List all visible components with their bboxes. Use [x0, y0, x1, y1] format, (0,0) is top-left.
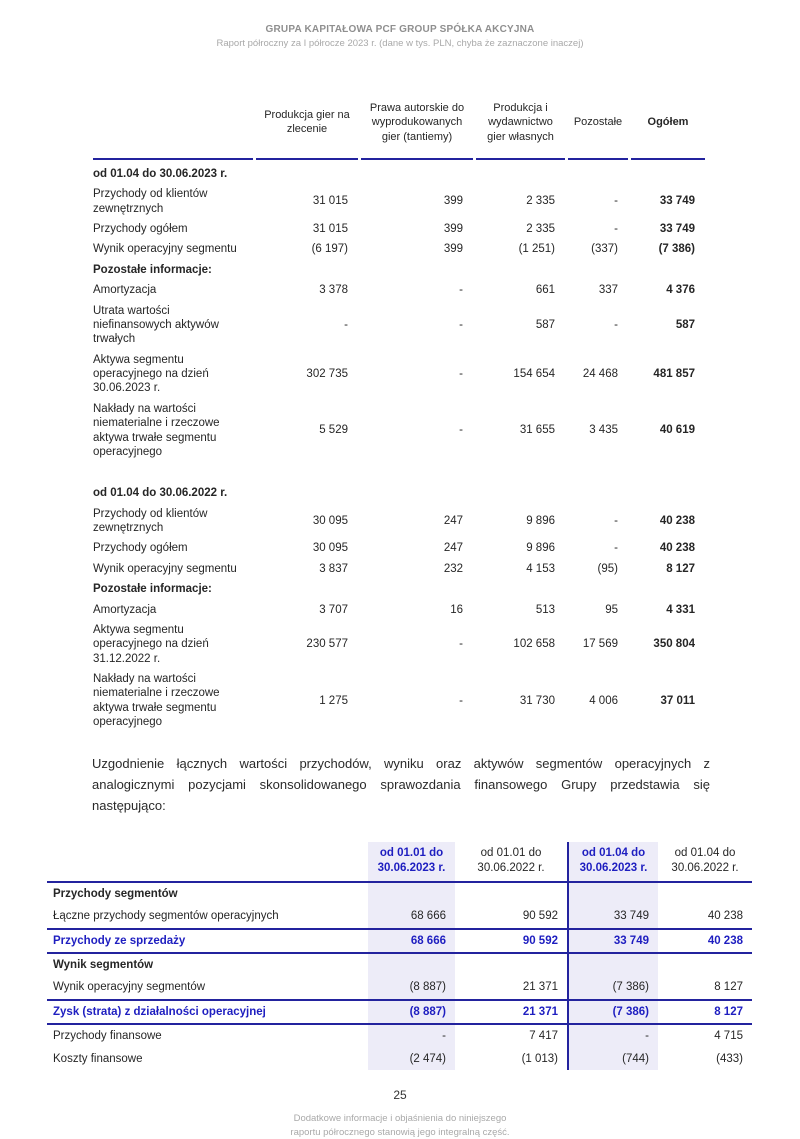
cell-value: 16: [450, 603, 463, 616]
table-row: [93, 620, 705, 669]
cell-value: [476, 260, 565, 280]
cell-value: -: [614, 223, 618, 236]
cell-value: [658, 882, 752, 905]
cell-value: 3 435: [589, 424, 618, 437]
cell-value: -: [368, 1024, 455, 1047]
cell-value: 587: [675, 318, 695, 331]
cell-value: [476, 579, 565, 599]
cell-value: 4 715: [714, 1030, 743, 1043]
recon-col-header: od 01.01 do 30.06.2023 r.: [368, 842, 455, 882]
cell-value: (7 386): [568, 976, 658, 999]
cell-value: 40 238: [658, 929, 752, 953]
row-label: Pozostałe informacje:: [93, 583, 212, 596]
table-row: [47, 953, 752, 976]
cell-value: (7 386): [658, 243, 695, 256]
row-label: Aktywa segmentu operacyjnego na dzień 31.12.2022 r.: [93, 623, 209, 665]
cell-value: 33 749: [568, 929, 658, 953]
cell-value: -: [459, 284, 463, 297]
cell-value: 399: [443, 243, 463, 256]
row-label: Aktywa segmentu operacyjnego na dzień 30.06.2023 r.: [93, 353, 209, 395]
cell-value: [361, 579, 473, 599]
cell-value: 90 592: [522, 910, 558, 923]
page-header: [0, 0, 800, 49]
cell-value: -: [459, 694, 463, 707]
section-title: od 01.04 do 30.06.2023 r.: [93, 167, 228, 180]
recon-col-header: od 01.04 do 30.06.2023 r.: [568, 842, 658, 882]
cell-value: [658, 953, 752, 976]
table-row: [93, 260, 705, 280]
cell-value: 95: [605, 603, 618, 616]
company-name: GRUPA KAPITAŁOWA PCF GROUP SPÓŁKA AKCYJNA: [265, 24, 535, 35]
recon-col-label: [47, 842, 368, 882]
cell-value: 21 371: [455, 1000, 568, 1024]
cell-value: 40 238: [659, 542, 695, 555]
cell-value: 230 577: [306, 638, 348, 651]
segments-col-header: Prawa autorskie do wyprodukowanych gier (tantiemy): [361, 101, 473, 160]
cell-value: 399: [443, 195, 463, 208]
cell-value: [256, 260, 358, 280]
segments-table-header: [93, 101, 705, 160]
row-label: Amortyzacja: [93, 284, 157, 297]
cell-value: 5 529: [319, 424, 348, 437]
row-label: Utrata wartości niefinansowych aktywów trwałych: [93, 304, 219, 346]
row-label: Przychody ogółem: [93, 223, 188, 236]
cell-value: 33 749: [568, 905, 658, 928]
cell-value: [568, 882, 658, 905]
cell-value: -: [459, 368, 463, 381]
cell-value: 21 371: [522, 981, 558, 994]
row-label: Pozostałe informacje:: [93, 263, 212, 276]
table-row: [93, 669, 705, 733]
cell-value: [368, 953, 455, 976]
row-label: Wynik operacyjny segmentu: [93, 562, 237, 575]
cell-value: 33 749: [659, 195, 695, 208]
cell-value: -: [614, 318, 618, 331]
cell-value: (95): [597, 562, 618, 575]
segments-col-header: Produkcja gier na zlecenie: [256, 101, 358, 160]
cell-value: 3 378: [319, 284, 348, 297]
cell-value: 4 006: [589, 694, 618, 707]
row-label: Przychody od klientów zewnętrznych: [93, 188, 208, 215]
cell-value: -: [614, 542, 618, 555]
table-row: [93, 184, 705, 219]
table-row: [47, 1000, 752, 1024]
cell-value: [568, 579, 628, 599]
cell-value: 302 735: [306, 368, 348, 381]
table-row: [93, 350, 705, 399]
cell-value: -: [459, 424, 463, 437]
cell-value: 8 127: [714, 981, 743, 994]
cell-value: 33 749: [659, 223, 695, 236]
row-label: Przychody ogółem: [93, 542, 188, 555]
cell-value: 30 095: [312, 542, 348, 555]
cell-value: 7 417: [529, 1030, 558, 1043]
table-row: [47, 905, 752, 928]
cell-value: 4 331: [666, 603, 695, 616]
cell-value: -: [459, 318, 463, 331]
cell-value: (337): [591, 243, 618, 256]
table-row: [93, 239, 705, 259]
cell-value: 40 619: [659, 424, 695, 437]
recon-col-header: od 01.01 do 30.06.2022 r.: [455, 842, 568, 882]
cell-value: [631, 579, 705, 599]
cell-value: [455, 953, 568, 976]
cell-value: 40 238: [659, 514, 695, 527]
footer-note-line2: raportu półrocznego stanowią jego integralną część.: [290, 1126, 510, 1138]
table-row: [93, 538, 705, 558]
row-label: Przychody ze sprzedaży: [47, 929, 368, 953]
row-label: Koszty finansowe: [53, 1052, 143, 1065]
table-row: [93, 280, 705, 300]
cell-value: 37 011: [660, 694, 695, 707]
cell-value: 24 468: [582, 368, 618, 381]
cell-value: (744): [568, 1048, 658, 1070]
segments-col-header: Produkcja i wydawnictwo gier własnych: [476, 101, 565, 160]
cell-value: 8 127: [658, 1000, 752, 1024]
cell-value: -: [344, 318, 348, 331]
report-subtitle: Raport półroczny za I półrocze 2023 r. (dane w tys. PLN, chyba że zaznaczone inaczej): [216, 38, 584, 49]
cell-value: 513: [535, 603, 555, 616]
cell-value: 4 153: [526, 562, 555, 575]
row-label: Wynik segmentów: [53, 959, 154, 972]
row-label: Przychody segmentów: [53, 887, 178, 900]
cell-value: -: [614, 195, 618, 208]
cell-value: [455, 882, 568, 905]
segments-table: [90, 101, 708, 733]
cell-value: (1 013): [521, 1052, 558, 1065]
cell-value: 587: [535, 318, 555, 331]
cell-value: 31 655: [519, 424, 555, 437]
cell-value: 232: [443, 562, 463, 575]
footer-note: [0, 1112, 800, 1139]
cell-value: 3 837: [319, 562, 348, 575]
cell-value: 9 896: [526, 542, 555, 555]
cell-value: (8 887): [368, 976, 455, 999]
cell-value: [568, 260, 628, 280]
cell-value: 30 095: [312, 514, 348, 527]
table-row: [93, 504, 705, 539]
cell-value: (1 251): [518, 243, 555, 256]
cell-value: 4 376: [666, 284, 695, 297]
reconciliation-table-header: [47, 842, 752, 882]
row-label: Przychody finansowe: [53, 1030, 162, 1043]
table-row: [47, 882, 752, 905]
cell-value: 399: [443, 223, 463, 236]
cell-value: -: [568, 1024, 658, 1047]
row-label: Wynik operacyjny segmentów: [53, 981, 206, 994]
table-row: [93, 579, 705, 599]
cell-value: 1 275: [319, 694, 348, 707]
cell-value: 247: [443, 542, 463, 555]
cell-value: 350 804: [653, 638, 695, 651]
cell-value: [256, 579, 358, 599]
row-label: Nakłady na wartości niematerialne i rzeczowe aktywa trwałe segmentu operacyjnego: [93, 673, 220, 729]
row-label: Amortyzacja: [93, 603, 157, 616]
cell-value: -: [614, 514, 618, 527]
table-row: [93, 600, 705, 620]
table-row: [47, 976, 752, 999]
table-row: [93, 301, 705, 350]
section-title-row: [93, 462, 705, 503]
cell-value: -: [459, 638, 463, 651]
cell-value: (7 386): [568, 1000, 658, 1024]
section-title: od 01.04 do 30.06.2022 r.: [93, 487, 228, 500]
cell-value: 31 730: [519, 694, 555, 707]
row-label: Przychody od klientów zewnętrznych: [93, 507, 208, 535]
table-row: [47, 1048, 752, 1070]
footer-note-line1: Dodatkowe informacje i objaśnienia do niniejszego: [293, 1112, 507, 1124]
table-row: [93, 219, 705, 239]
cell-value: 8 127: [666, 562, 695, 575]
cell-value: (6 197): [311, 243, 348, 256]
segments-col-header: Ogółem: [631, 101, 705, 160]
cell-value: 102 658: [513, 638, 555, 651]
cell-value: 17 569: [582, 638, 618, 651]
cell-value: 90 592: [455, 929, 568, 953]
cell-value: [368, 882, 455, 905]
cell-value: [631, 260, 705, 280]
cell-value: [361, 260, 473, 280]
cell-value: 2 335: [526, 223, 555, 236]
cell-value: 68 666: [368, 929, 455, 953]
cell-value: 31 015: [312, 195, 348, 208]
segments-col-header: Pozostałe: [568, 101, 628, 160]
cell-value: 68 666: [368, 905, 455, 928]
cell-value: 2 335: [526, 195, 555, 208]
table-row: [93, 399, 705, 463]
cell-value: (8 887): [368, 1000, 455, 1024]
cell-value: 31 015: [312, 223, 348, 236]
recon-col-header: od 01.04 do 30.06.2022 r.: [658, 842, 752, 882]
table-row: [47, 929, 752, 953]
reconciliation-table: [47, 842, 752, 1070]
row-label: Zysk (strata) z działalności operacyjnej: [47, 1000, 368, 1024]
section-title-row: [93, 160, 705, 184]
cell-value: (433): [716, 1052, 743, 1065]
row-label: Nakłady na wartości niematerialne i rzeczowe aktywa trwałe segmentu operacyjnego: [93, 402, 220, 458]
cell-value: 3 707: [319, 603, 348, 616]
cell-value: 9 896: [526, 514, 555, 527]
cell-value: 661: [535, 284, 555, 297]
table-row: [93, 559, 705, 579]
cell-value: (2 474): [368, 1048, 455, 1070]
cell-value: 481 857: [653, 368, 695, 381]
table-row: [47, 1024, 752, 1047]
cell-value: 154 654: [513, 368, 555, 381]
page-number: 25: [393, 1087, 407, 1102]
row-label: Łączne przychody segmentów operacyjnych: [53, 910, 279, 923]
cell-value: [568, 953, 658, 976]
reconciliation-intro: Uzgodnienie łącznych wartości przychodów, wyniku oraz aktywów segmentów operacyjnych z analogicznymi pozycjami skonsolidowanego sprawozdania finansowego Grupy przedstawia się następująco:: [92, 755, 710, 813]
cell-value: 247: [443, 514, 463, 527]
segments-col-label: [93, 101, 253, 160]
cell-value: 40 238: [707, 910, 743, 923]
cell-value: 337: [598, 284, 618, 297]
row-label: Wynik operacyjny segmentu: [93, 243, 237, 256]
